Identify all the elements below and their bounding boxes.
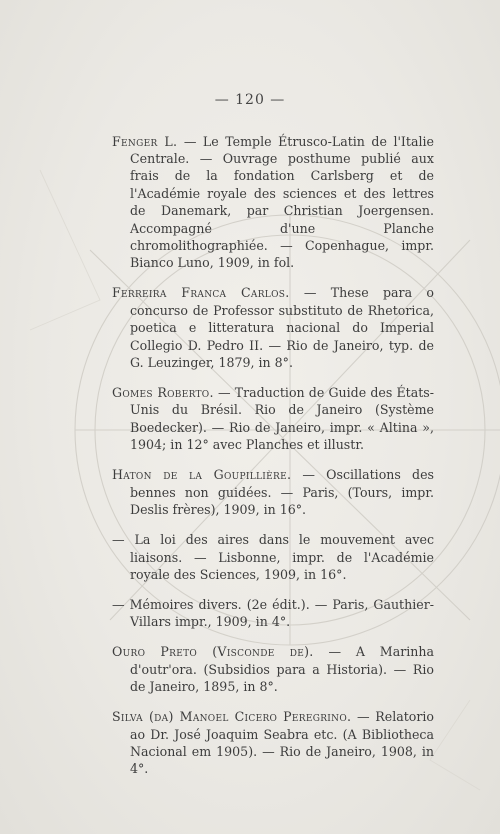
entry-author: Fenger L. — [112, 133, 178, 149]
entry-text: — La loi des aires dans le mouvement avec liaisons. — Lisbonne, impr. de l'Académie royale des Sciences, 1909, in 16°. — [112, 532, 434, 582]
bibliography-entry — [112, 708, 434, 778]
bibliography-entry — [112, 531, 434, 583]
bibliography-list — [112, 120, 434, 780]
entry-text: — These para o concurso de Professor substituto de Rhetorica, poetica e litteratura nacional do Imperial Collegio D. Pedro II. — Rio de Janeiro, typ. de G. Leuzinger, 1879, in 8°. — [130, 285, 434, 371]
entry-author: Haton de la Goupillière. — [112, 467, 292, 483]
entry-text: — Relatorio ao Dr. José Joaquim Seabra etc. (A Bibliotheca Nacional em 1905). — Rio de Janeiro, 1908, in 4°. — [130, 709, 434, 777]
entry-text: — A Marinha d'outr'ora. (Subsidios para a Historia). — Rio de Janeiro, 1895, in 8°. — [130, 644, 434, 695]
entry-author: Silva (da) Manoel Cicero Peregrino. — [112, 709, 352, 725]
entry-text: — Traduction de Guide des États-Unis du Brésil. Rio de Janeiro (Système Boedecker). — Rio de Janeiro, impr. « Altina », 1904; in 12° avec Planches et illustr. — [130, 385, 434, 453]
entry-author: Ferreira Franca Carlos. — [112, 285, 290, 301]
bibliography-entry — [112, 384, 434, 454]
entry-text: — Oscillations des bennes non guidées. — Paris, (Tours, impr. Deslis frères), 1909, in 16°. — [130, 467, 434, 518]
bibliography-entry — [112, 596, 434, 631]
entry-text: — Mémoires divers. (2e édit.). — Paris, Gauthier-Villars impr., 1909, in 4°. — [112, 596, 434, 630]
entry-author: Gomes Roberto. — [112, 385, 214, 401]
bibliography-entry — [112, 133, 434, 272]
bibliography-entry — [112, 466, 434, 518]
bibliography-entry — [112, 643, 434, 695]
bibliography-entry — [112, 284, 434, 371]
page-number: — 120 — — [214, 92, 286, 108]
entry-text: — Le Temple Étrusco-Latin de l'Italie Centrale. — Ouvrage posthume publié aux frais de la fondation Carlsberg et de l'Académie royale des sciences et des lettres de Danemark, par Christian Joergensen. Accompagné d'une Planche chromolithographiée. — Copenhague, impr. Bianco Luno, 1909, in fol. — [130, 133, 434, 271]
entry-author: Ouro Preto (Visconde de). — [112, 644, 314, 660]
